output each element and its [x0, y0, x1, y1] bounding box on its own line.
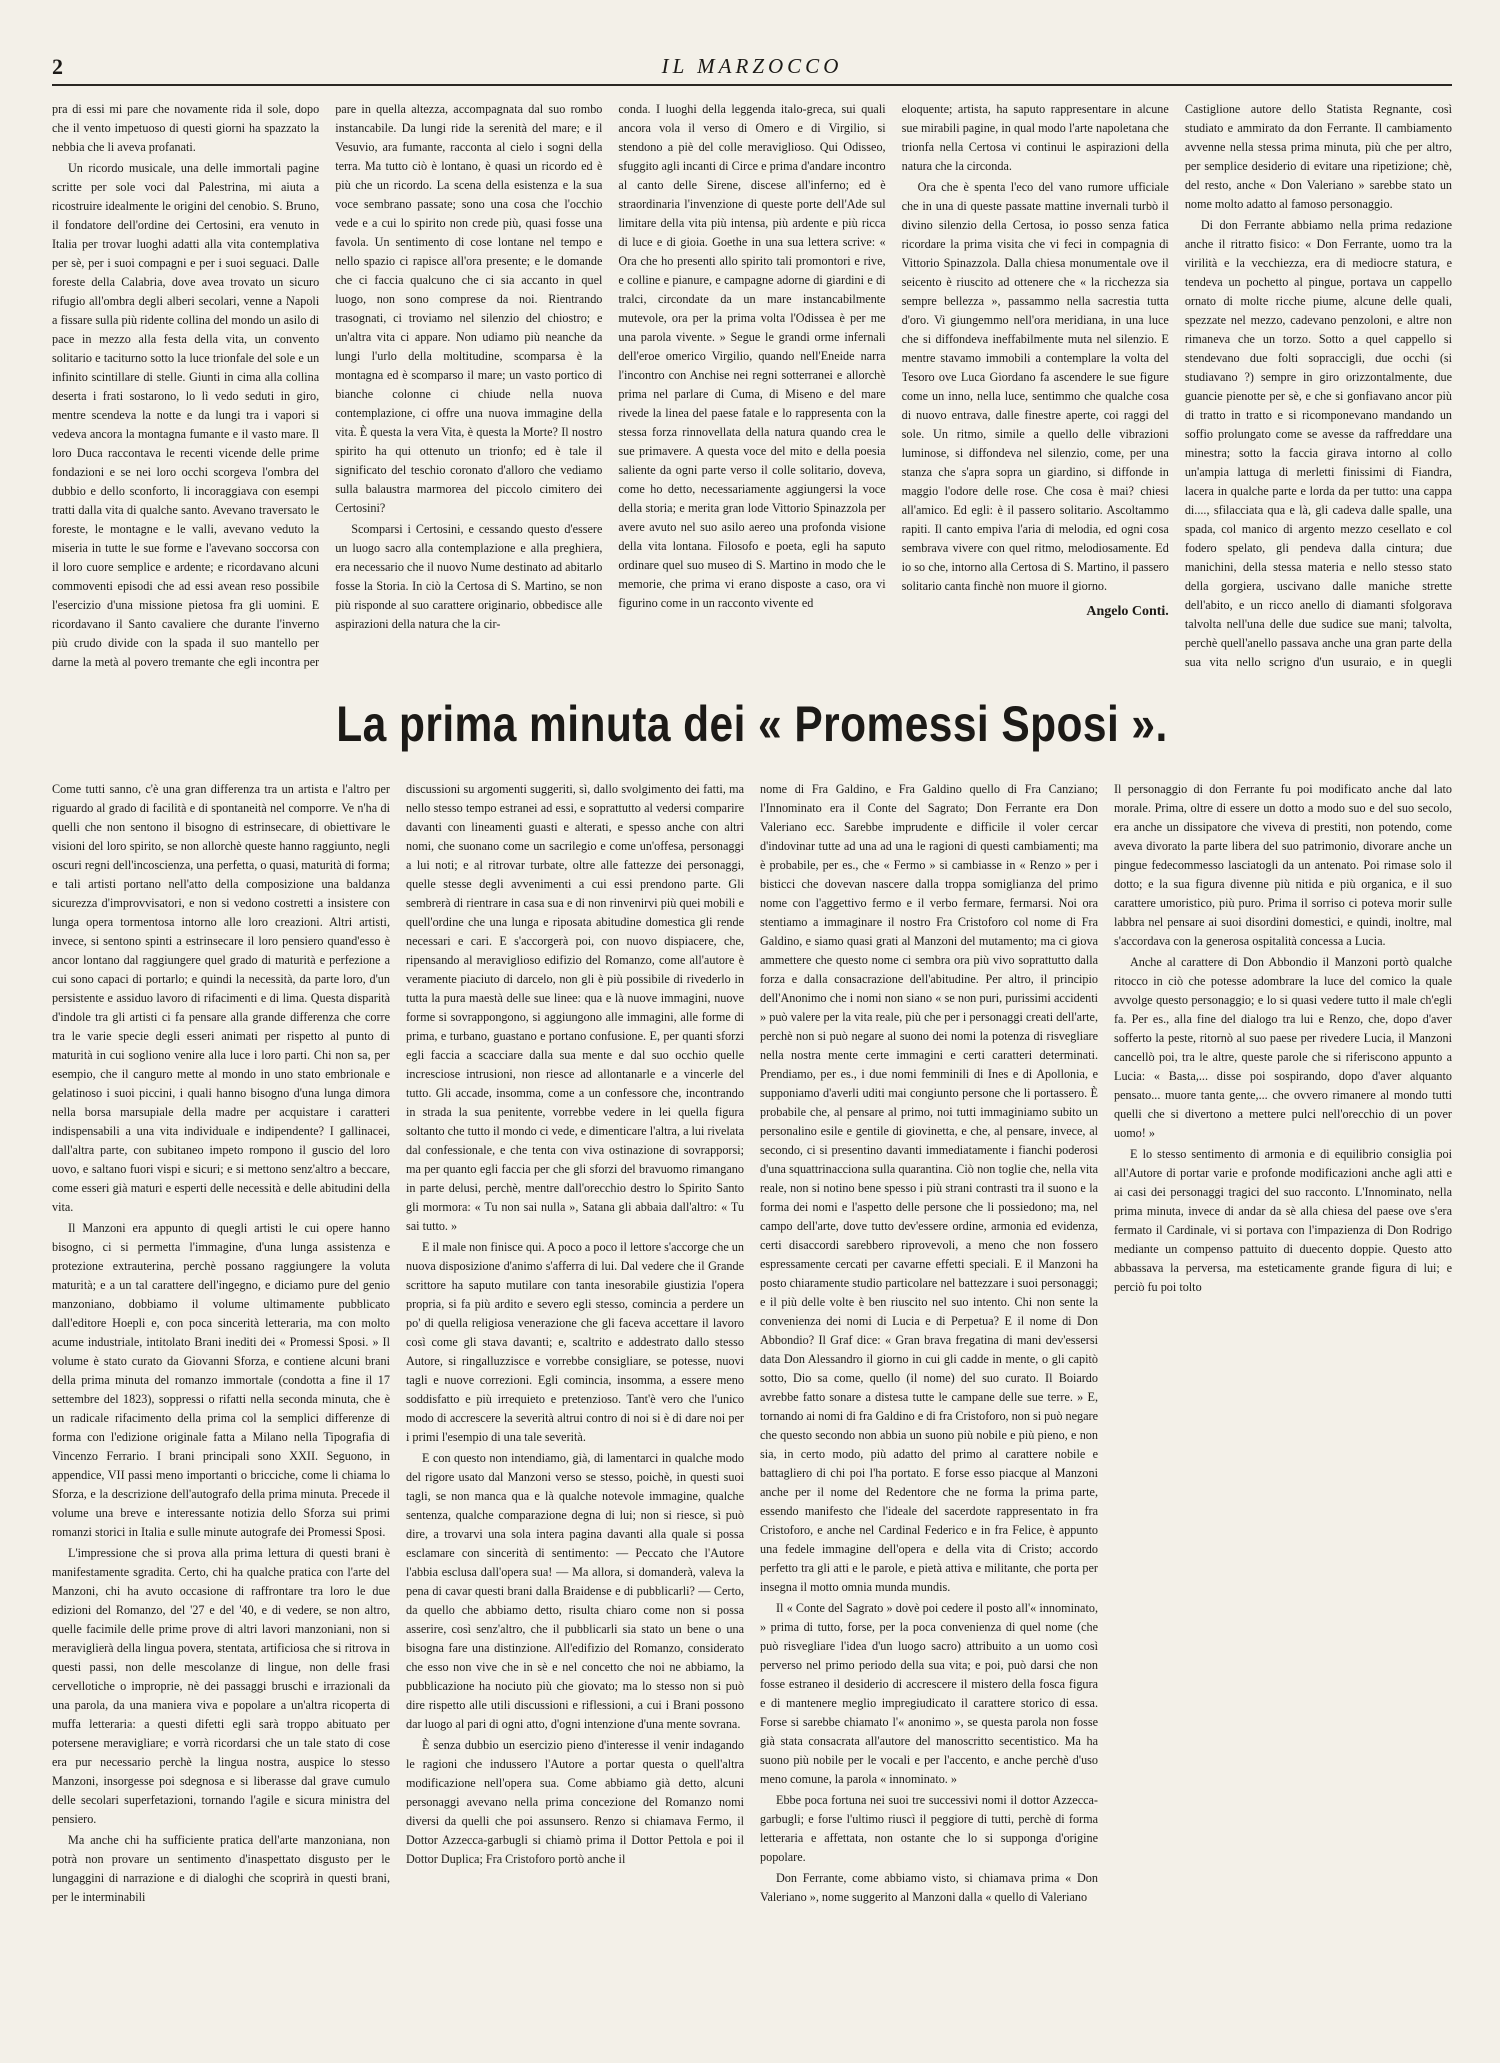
column-5	[1185, 100, 1452, 670]
column-1	[52, 100, 319, 670]
paragraph: Di don Ferrante abbiamo nella prima redazione anche il ritratto fisico: « Don Ferrante, uomo tra la virilità e la vecchiezza, era di mediocre statura, e tendeva un pochetto al pingue, portava un cappello ornato di molte ricche piume, alcune delle quali, spezzate nel mezzo, cadevano penzoloni, e altre non rimaneva che un torzo. Sotto a quel cappello si stendevano due folti sopraccigli, due occhi (si studiavano ?) sempre in giro orizzontalmente, due guancie pienotte per sè, e che si gonfiavano ancor più di tratto in tratto e si ricomponevano mandando un soffio prolungato come se avesse da raffreddare una minestra; sotto la faccia girava intorno al collo un'ampia lattuga di merletti finissimi di Fiandra, lacera in qualche parte e lorda da per tutto: una cappa di...., sfilacciata qua e là, gli cadeva dalle spalle, una spada, col manico di argento mezzo cesellato e col fodero spelato, gli pendeva dalla cintura; due manichini, della stessa materia e nello stesso stato della gorgiera, uscivano dalle maniche strette dell'abito, e un ricco anello di diamanti sfolgorava talvolta nell'una delle due sudice sue mani; talvolta, perchè quell'anello passava anche una gran parte della sua vita nello scrigno d'un usuraio, e in quegli	[1184, 218, 1453, 669]
column-3	[618, 100, 885, 670]
paragraph: pra di essi mi pare che novamente rida il sole, dopo che il vento impetuoso di questi giorni ha spazzato la nebbia che li aveva profanati.	[52, 102, 320, 154]
paragraph: E con questo non intendiamo, già, di lamentarci in qualche modo del rigore usato dal Manzoni verso se stesso, poichè, in questi suoi tagli, se non manca qua e là qualche notevole immagine, qualche sentenza, qualche comparazione degna di lui; non si riesce, sì può dire, a trovarvi una sola intera pagina davanti alla quale si possa esclamare con sincerità di sentimento: — Peccato che l'Autore l'abbia esclusa dall'opera sua! — Ma allora, si domanderà, valeva la pena di cavar questi brani dalla Braidense e di pubblicarli? — Certo, da quello che abbiamo detto, risulta chiaro come non si possa asserire, così senz'altro, che il pubblicarli sia stato un bene o una bisogna fare una distinzione. All'edifizio del Romanzo, considerato che esso non vive che in sè e nel concetto che noi ne abbiamo, la pubblicazione ha nociuto più che giovato; ma lo stesso non si può dire rispetto alle utili discussioni e riflessioni, a cui i Brani possono dar luogo al pari di ogni atto, d'ogni intenzione d'una mente sovrana.	[406, 1451, 744, 1731]
author-signature: Angelo Conti.	[1086, 604, 1169, 619]
paragraph: Ebbe poca fortuna nei suoi tre successivi nomi il dottor Azzecca-garbugli; e forse l'ultimo riuscì il peggiore di tutti, perchè di forma letteraria e affettata, non ostante che lo si supponga d'origine popolare.	[760, 1793, 1098, 1864]
column-2	[406, 780, 744, 2050]
paragraph: Il personaggio di don Ferrante fu poi modificato anche dal lato morale. Prima, oltre di essere un dotto a modo suo e del suo secolo, era anche un dissipatore che viveva di prestiti, non potendo, come aveva divorato la parte libera del suo patrimonio, divorare anche un pingue fedecommesso lasciatogli da un antenato. Poi rimase solo il dotto; e la sua figura divenne più nitida e più organica, e il suo carattere umoristico, più puro. Prima il sorriso ci poteva morir sulle labbra nel pensare ai suoi disordini domestici, e quindi, inoltre, mal s'accordava con la generosa ospitalità concessa a Lucia.	[1114, 782, 1452, 948]
paragraph: Un ricordo musicale, una delle immortali pagine scritte per sole voci dal Palestrina, mi aiuta a ricostruire idealmente le origini del cenobio. S. Bruno, il fondatore dell'ordine dei Certosini, era venuto in Italia per trovar luoghi adatti alla vita contemplativa per sè, per i suoi compagni e per i suoi seguaci. Dalle foreste della Calabria, dove avea trovato un sicuro rifugio all'ombra degli alberi secolari, venne a Napoli a fissare sulla più ridente collina del mondo un asilo di pace in mezzo alla festa della vita, un convento solitario e taciturno sotto la luce trionfale del sole e un infinito scintillare di stelle. Giunti in cima alla collina deserta i frati sostarono, lo lì vedo seduti in giro, mentre scendeva la notte e da lungi tra i vapori si vedeva ancora la montagna fumante e il vasto mare. Il loro Duca raccontava le recenti vicende delle prime fondazioni e se nei loro occhi scorgeva l'ombra del dubbio e dello sconforto, li incoraggiava con esempi tratti dalla vita di qualche santo. Avevano traversato le foreste, le montagne e le valli, avevano veduto la miseria in tutte le sue forme e l'avevano soccorsa con il loro cuore semplice e ardente; e ricordavano alcuni commoventi episodi che ad essi avean reso possibile l'esercizio d'una missione pietosa fra gli uomini. E ricordavano il Santo cavaliere che durante l'inverno più crudo divide con la spada il suo mantello per darne la metà al povero tremante che egli incontra per	[52, 161, 320, 669]
article-title: La prima minuta dei « Promessi Sposi ».	[336, 696, 1168, 752]
paragraph: E il male non finisce qui. A poco a poco il lettore s'accorge che un nuova disposizione d'animo s'afferra di lui. Dal vedere che il Grande scrittore ha saputo mutilare con tanta inesorabile giustizia l'opera propria, si fa più ardito e severo egli stesso, comincia a perdere un po' di quella religiosa venerazione che gli faceva accettare il lavoro così come gli stava davanti; e, scaltrito e addestrato dallo stesso Autore, si ringalluzzisce e vorrebbe consigliare, se potesse, nuovi tagli e nuove correzioni. Egli comincia, insomma, a essere meno soddisfatto e più irrequieto e pretenzioso. Tant'è vero che l'unico modo di accrescere la severità altrui contro di noi si è di dare noi per i primi l'esempio di una tale severità.	[406, 1240, 744, 1444]
page-number: 2	[52, 54, 63, 79]
paragraph: conda. I luoghi della leggenda italo-greca, sui quali ancora vola il verso di Omero e di Virgilio, si stendono a piè del colle meraviglioso. Qui Odisseo, sfuggito agli incanti di Circe e prima d'andare incontro al canto delle Sirene, discese all'inferno; ed è straordinaria l'invenzione di queste porte dell'Ade sul limitare della vita più intensa, più ardente e più ricca di luce e di gioia. Goethe in una sua lettera scrive: « Ora che ho presenti allo spirito tali promontori e rive, e colline e pianure, e campagne adorne di giardini e di tralci, circondate da un mare instancabilmente mutevole, ora per la prima volta l'Odissea è per me una parola vivente. » Segue le grandi orme infernali dell'eroe omerico Virgilio, quando nell'Eneide narra l'incontro con Anchise nei regni sotterranei e allorchè prima nel parlare di Cuma, di Miseno e del mare rivede la linea del paese fatale e lo rappresenta con la stessa forza rinnovellata della natura quando crea le sue primavere. A questa voce del mito e della poesia saliente da ogni parte verso il colle solitario, doveva, come ho detto, necessariamente aggiungersi la voce della storia; e merita gran lode Vittorio Spinazzola per avere avuto nel suo asilo aereo una profonda visione della vita lontana. Filosofo e poeta, egli ha saputo ordinare quel suo museo di S. Martino in modo che le memorie, che prima vi erano disposte a caso, ora vi figurino come in un racconto vivente ed	[618, 102, 886, 610]
paragraph: eloquente; artista, ha saputo rappresentare in alcune sue mirabili pagine, in qual modo l'arte napoletana che trionfa nella Certosa vi continui le aspirazioni della natura che la circonda.	[901, 102, 1169, 173]
paragraph: Il « Conte del Sagrato » dovè poi cedere il posto all'« innominato, » prima di tutto, forse, per la poca convenienza di quel nome (che può risvegliare l'idea d'un luogo sacro) attribuito a un uomo così perverso nel primo periodo della sua vita; e poi, può darsi che non fosse estraneo il desiderio di accrescere il mistero della fosca figura e di mantenere meglio impregiudicato il carattere storico di essa. Forse si sarebbe chiamato l'« anonimo », se questa parola non fosse già stata consacrata all'autore del manoscritto secentistico. Ma ha suono più nobile per le vocali e per l'accento, e anche perchè d'uso meno comune, la parola « innominato. »	[760, 1601, 1098, 1786]
paragraph: pare in quella altezza, accompagnata dal suo rombo instancabile. Da lungi ride la serenità del mare; e il Vesuvio, ara fumante, racconta al cielo i sogni della terra. Ma tutto ciò è lontano, è quasi un ricordo ed è più che un ricordo. La scena della esistenza e la sua voce sembrano passate; sono una cosa che l'occhio vede e a cui lo spirito non crede più, quasi fosse una favola. Un sentimento di cose lontane nel tempo e nello spazio ci rapisce all'ora presente; e le domande che ci faccia qualcuno che ci sia accanto in quel luogo, non sono comprese da noi. Rientrando trasognati, ci troviamo nel silenzio del chiostro; e un'altra vita ci appare. Non udiamo più neanche da lungi l'urlo della moltitudine, scomparsa è la montagna ed è scomparso il mare; un vasto portico di bianche colonne ci chiude nella nuova contemplazione, ci offre una nuova immagine della vita. È questa la vera Vita, è questa la Morte? Il nostro spirito ha qui ottenuto un trionfo; ed è tale il significato del teschio coronato d'alloro che vediamo sulla balaustra marmorea del piccolo cimitero dei Certosini?	[335, 102, 603, 515]
paragraph: Don Ferrante, come abbiamo visto, si chiamava prima « Don Valeriano », nome suggerito al Manzoni dalla « quello di Valeriano	[760, 1871, 1098, 1904]
paragraph: discussioni su argomenti suggeriti, sì, dallo svolgimento dei fatti, ma nello stesso tempo estranei ad essi, e soprattutto al vedersi comparire davanti con lineamenti guasti e alterati, e spesso anche con altri nomi, che suonano come un sacrilegio e come un'offesa, personaggi a lui noti; e al ritrovar turbate, oltre alle fattezze dei personaggi, quelle stesse degli avvenimenti a cui essi prendono parte. Gli sembrerà di rientrare in casa sua e di non rinvenirvi più quei mobili e quell'ordine che una lunga e riposata abitudine domestica gli rende necessari e cari. E s'accorgerà poi, con nuovo dispiacere, che, ripensando al meraviglioso edifizio del Romanzo, come all'autore è veramente piaciuto di darcelo, non gli è più possibile di rivederlo in tutta la pura maestà delle sue linee: qua e là nuove immagini, nuove forme si sovrappongono, si aggiungono alle immagini, alle forme di prima, e turbano, guastano e portano confusione. E, per quanti sforzi egli faccia a scacciare dalla sua mente e dal suo occhio quelle incresciose intrusioni, non riesce ad allontanarle e a vincerle del tutto. Gli accade, insomma, come a un confessore che, incontrando in strada la sua penitente, vorrebbe vedere in lei quella figura soltanto che tutto il mondo ci vede, e dimenticare l'altra, a lui rivelata dal confessionale, e che tenta con viva ostinazione di sovrapporsi; ma per quanto egli faccia per che gli sforzi del bravuomo rimangano in parte delusi, perchè, mentre dall'orecchio destro lo Spirito Santo gli mormora: « Tu non sai nulla », Satana gli abbaia dall'altro: « Tu sai tutto. »	[406, 782, 744, 1233]
article-promessi-sposi	[52, 780, 1452, 2050]
masthead: IL MARZOCCO	[661, 54, 843, 78]
paragraph: Castiglione autore dello Statista Regnante, così studiato e ammirato da don Ferrante. Il cambiamento avvenne nella stessa prima minuta, più che per altro, per semplice desiderio di evitare una ripetizione; chè, del resto, anche « Don Valeriano » sarebbe stato un nome molto adatto al famoso personaggio.	[1184, 102, 1453, 211]
paragraph: E lo stesso sentimento di armonia e di equilibrio consiglia poi all'Autore di portar varie e profonde modificazioni anche agli atti e ai casi dei personaggi tragici del suo racconto. L'Innominato, nella prima minuta, invece di andar da sè alla chiesa del paese ove s'era fermato il Cardinale, vi si portava con l'impazienza di Don Rodrigo mediante un compenso pattuito di duecento doppie. Questo atto abbassava la perversa, ma esteticamente grande figura di lui; e perciò fu poi tolto	[1114, 1147, 1452, 1294]
paragraph: Il Manzoni era appunto di quegli artisti le cui opere hanno bisogno, ci si permetta l'immagine, d'una lunga assistenza e protezione extrauterina, perchè possano raggiungere la voluta maturità; e a un tal carattere dell'ingegno, e diciamo pure del genio manzoniano, dobbiamo il volume ultimamente pubblicato dall'editore Hoepli e, con poca sincerità letteraria, ma con molto acume industriale, intitolato Brani inediti dei « Promessi Sposi. » Il volume è stato curato da Giovanni Sforza, e contiene alcuni brani della prima minuta del romanzo immortale (condotta a fine il 17 settembre del 1823), soppressi o rifatti nella seconda minuta, che è un radicale rifacimento della prima col la semplici differenze di forma con l'edizione originale fatta a Milano nella Tipografia di Vincenzo Ferrario. I brani principali sono XXII. Seguono, in appendice, VII passi meno importanti o bricciche, come li chiama lo Sforza, e la descrizione dell'autografo della prima minuta. Precede il volume una breve e interessante notizia dello Sforza sui primi romanzi storici in Italia e sulle minute autografe dei Promessi Sposi.	[52, 1221, 390, 1539]
page-header	[52, 50, 1452, 86]
paragraph: Scomparsi i Certosini, e cessando questo d'essere un luogo sacro alla contemplazione e alla preghiera, era necessario che il nuovo Nume destinato ad abitarlo fosse la Storia. In ciò la Certosa di S. Martino, se non più risponde al suo carattere originario, obbedisce alle aspirazioni della natura che la cir-	[335, 522, 603, 631]
column-3	[760, 780, 1098, 2050]
column-2	[335, 100, 602, 670]
paragraph: È senza dubbio un esercizio pieno d'interesse il venir indagando le ragioni che indussero l'Autore a portar questa o quell'altra modificazione nell'opera sua. Come abbiamo già detto, alcuni personaggi avevano nella prima concezione del Romanzo nomi diversi da quelli che poi assunsero. Renzo si chiamava Fermo, il Dottor Azzecca-garbugli si chiamò prima il Dottor Pettola e poi il Dottor Duplica; Fra Cristoforo portò anche il	[406, 1738, 744, 1866]
paragraph: nome di Fra Galdino, e Fra Galdino quello di Fra Canziano; l'Innominato era il Conte del Sagrato; Don Ferrante era Don Valeriano ecc. Sarebbe imprudente e difficile il voler cercar d'indovinar tutte ad una ad una le ragioni di questi cambiamenti; ma è probabile, per es., che « Fermo » si cambiasse in « Renzo » per i bisticci che dovevan nascere dalla troppa somiglianza del primo nome con l'aggettivo fermo e il verbo fermare, fermarsi. Noi ora stentiamo a immaginare il nostro Fra Cristoforo col nome di Fra Galdino, e siamo quasi grati al Manzoni del mutamento; ma ci giova ammettere che questo nome ci sembra ora più vivo soprattutto dalla forza e dalla consacrazione dell'abitudine. Per altro, il principio dell'Anonimo che i nomi non siano « se non puri, purissimi accidenti » può valere per la vita reale, più che per i personaggi creati dell'arte, perchè non si può negare al suono dei nomi la potenza di risvegliare nella nostra mente certe immagini e certi caratteri determinati. Prendiamo, per es., i due nomi femminili di Ines e di Apollonia, e supponiamo d'averli uditi mai congiunto persone che li portassero. È probabile che, al pensare al primo, noi tutti immaginiamo subito un personalino esile e gentile di giovinetta, e che, al pensare, invece, al secondo, ci si presentino davanti immediatamente i fianchi poderosi d'una squattrinacciona sulla quarantina. Ciò non toglie che, nella vita reale, non si notino bene spesso i più strani contrasti tra il suono e la forma dei nomi e l'aspetto delle persone che li possiedono; ma, nel campo dell'arte, dove tutto dev'essere ordine, armonia ed evidenza, certi disaccordi sarebbero riprovevoli, a meno che non fossero espressamente cercati per cavarne effetti speciali. E il Manzoni ha posto chiaramente studio particolare nel battezzare i suoi personaggi; e il più delle volte è ben riuscito nel suo intento. Chi non sente la convenienza dei nomi di Lucia e di Perpetua? E il nome di Don Abbondio? Il Graf dice: « Gran brava fregatina di mani dev'essersi data Don Alessandro il giorno in cui gli cadde in mente, o gli capitò sotto, Dio sa come, quello (il nome) del suo curato. Il Boiardo avrebbe fatto sonare a distesa tutte le campane delle sue terre. » E, tornando ai nomi di fra Galdino e di fra Cristoforo, non si può negare che questo secondo non abbia un suono più nobile e più pieno, e non sia, in certo modo, più adatto del primo al carattere nobile e battagliero di chi poi l'ha portato. E forse esso piacque al Manzoni anche per il nome del Redentore che ne forma la prima parte, essendo manifesto che l'ideale del sacerdote rappresentato in fra Cristoforo, e anche nel Cardinal Federico e in fra Felice, è appunto una fedele immagine dell'opera e della vita di Cristo; accordo perfetto tra gli atti e le parole, e pietà attiva e militante, che porta per insegna il motto omnia munda mundis.	[760, 782, 1098, 1594]
column-4	[902, 100, 1169, 670]
paragraph: Anche al carattere di Don Abbondio il Manzoni portò qualche ritocco in ciò che potesse adombrare la luce del comico la quale avvolge questo personaggio; e lo si quasi vedere tutto il male ch'egli fa. Per es., alla fine del dialogo tra lui e Renzo, che, dopo d'aver sofferto la peste, ritornò al suo paese per rivedere Lucia, il Manzoni cancellò poi, tra le altre, queste parole che si riferiscono appunto a Lucia: « Basta,... disse poi sospirando, dopo d'aver alquanto pensato... muore tanta gente,... che ovvero rimanere al mondo tutti quelli che si divertono a mettere pulci nell'orecchio di un pover uomo! »	[1114, 955, 1452, 1140]
paragraph: Ma anche chi ha sufficiente pratica dell'arte manzoniana, non potrà non provare un sentimento d'inaspettato disgusto per le lungaggini di narrazione e di dialoghi che scoprirà in questi brani, per le interminabili	[52, 1833, 390, 1904]
paragraph: Ora che è spenta l'eco del vano rumore ufficiale che in una di queste passate mattine invernali turbò il divino silenzio della Certosa, io posso senza fatica ricordare la prima visita che vi feci in compagnia di Vittorio Spinazzola. Dalla chiesa monumentale ove il seicento è riuscito ad ottenere che « la ricchezza sia sempre bellezza », passammo nella sacrestia tutta d'oro. Vi giungemmo nell'ora meridiana, in una luce che si diffondeva ineffabilmente muta nel silenzio. E mentre stavamo immobili a contemplare la volta del Tesoro ove Luca Giordano fa ascendere le sue figure come un inno, nella luce, sentimmo che qualche cosa di nuovo entrava, dalle finestre aperte, coi raggi del sole. Un ritmo, simile a quello delle vibrazioni luminose, si diffondeva nel silenzio, come, per una stanza che s'apra sopra un giardino, si diffonde in maggio l'odore delle rose. Che cosa è mai? chiesi all'amico. Ed egli: è il passero solitario. Ascoltammo rapiti. Il canto empiva l'aria di melodia, ed ogni cosa sembrava vivere con quel ritmo, melodiosamente. Ed io so che, intorno alla Certosa di S. Martino, il passero solitario canta finchè non muore il giorno.	[901, 180, 1169, 593]
paragraph: Come tutti sanno, c'è una gran differenza tra un artista e l'altro per riguardo al grado di facilità e di spontaneità nel comporre. Ve n'ha di quelli che non sentono il bisogno di estrinsecare, di obiettivare le visioni del loro spirito, se non allorchè queste hanno raggiunto, negli oscuri regni dell'incoscienza, una perfetta, o quasi, maturità di forma; e tali artisti portano nell'atto della composizione una baldanza sicurezza d'improvvisatori, e non si vedono costretti a insistere con lunga opera tormentosa intorno alle loro creazioni. Altri artisti, invece, si sentono spinti a estrinsecare il loro pensiero quand'esso è ancor lontano dal raggiungere quel grado di maturità e perfezione a cui sono capaci di portarlo; e quindi la necessità, da parte loro, d'un persistente e assiduo lavoro di rifacimenti e di lima. Questa disparità d'indole tra gli artisti ci fa pensare alla grande differenza che corre tra le varie specie degli esseri animati per rispetto al punto di maturità in cui sogliono venire alla luce i loro parti. Chi non sa, per esempio, che il canguro mette al mondo in uno stato embrionale e gelatinoso i suoi piccini, i quali hanno bisogno d'una lunga dimora nella borsa marsupiale della madre per acquistare i caratteri indispensabili a una vita individuale e indipendente? I gallinacei, dall'altra parte, con subitaneo impeto rompono il guscio del loro uovo, e saltano fuori vispi e sicuri; e si mettono senz'altro a beccare, come esseri già maturi e esperti delle necessità e delle abitudini della vita.	[52, 782, 390, 1214]
column-1	[52, 780, 390, 2050]
article-conti	[52, 100, 1452, 670]
paragraph: L'impressione che si prova alla prima lettura di questi brani è manifestamente sgradita. Certo, chi ha qualche pratica con l'arte del Manzoni, chi ha avuto occasione di raffrontare tra loro le due edizioni del Romanzo, del '27 e del '40, e di vedere, se non altro, quelle facimile delle prime prove di altri lavori manzoniani, non si meraviglierà della lingua povera, stentata, artificiosa che si ritrova in questi passi, non delle mescolanze di lingue, non delle frasi cervellotiche o improprie, nè dei passaggi bruschi e irrazionali da una parola, da una maniera viva e popolare a un'altra ricoperta di muffa letteraria: a questi difetti egli sarà troppo abituato per potersene meravigliare; e vorrà ricordarsi che un tale stato di cose era pur necessario perchè la lingua nostra, auspice lo stesso Manzoni, insorgesse poi sdegnosa e si liberasse dal grave cumulo delle secolari superfetazioni, tornando l'agile e sicura ministra del pensiero.	[52, 1546, 390, 1826]
column-4	[1114, 780, 1452, 2050]
